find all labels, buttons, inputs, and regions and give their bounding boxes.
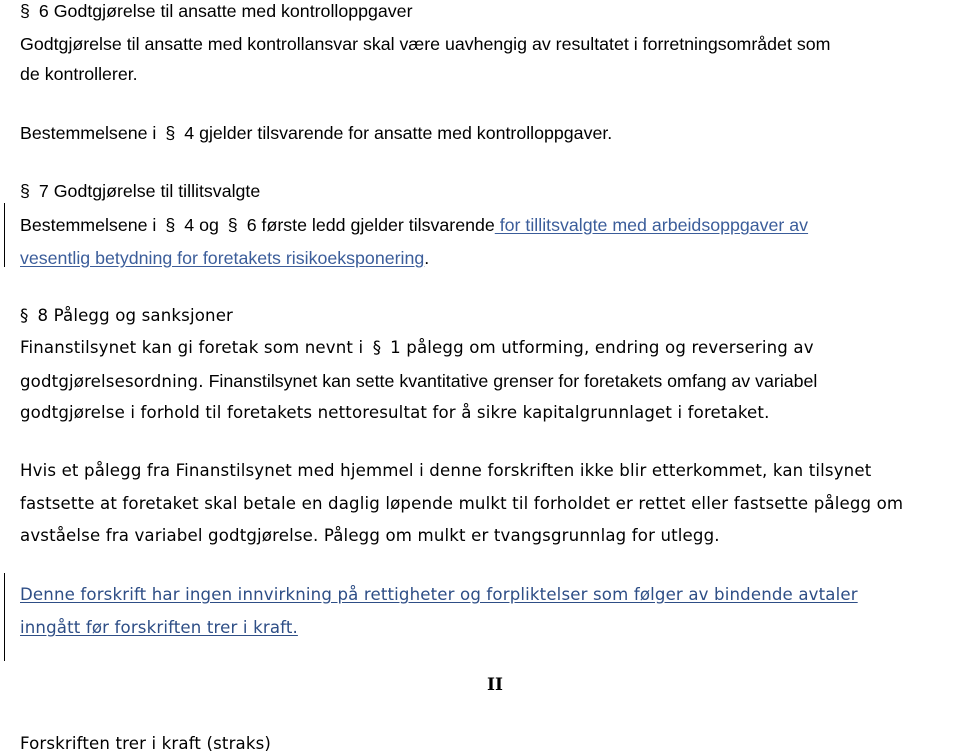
change-bar <box>4 573 5 661</box>
section-6-paragraph-2 <box>20 121 612 145</box>
inserted-text: inngått før forskriften trer i kraft. <box>20 618 298 637</box>
text-run: Finanstilsynet kan sette kvantitative grenser for foretakets omfang av variabel <box>203 371 818 391</box>
section-8-p2-line-1: Hvis et pålegg fra Finanstilsynet med hjemmel i denne forskriften ikke blir etterkommet, kan tilsynet <box>20 461 872 480</box>
section-sign: § <box>20 181 30 201</box>
section-sign: § <box>165 215 176 235</box>
text-run: Bestemmelsene i <box>20 123 157 143</box>
part-ii-heading: II <box>487 675 503 695</box>
text-run: Bestemmelsene i <box>20 215 157 235</box>
section-8-title: 8 Pålegg og sanksjoner <box>37 306 234 325</box>
section-8-p1-line-2 <box>20 369 817 394</box>
change-bar <box>4 203 5 267</box>
section-8-p2-line-3: avståelse fra variabel godtgjørelse. Pålegg om mulkt er tvangsgrunnlag for utlegg. <box>20 526 720 545</box>
text-run: 4 gjelder tilsvarende for ansatte med kontrolloppgaver. <box>184 123 613 143</box>
section-8-p3-line-2 <box>20 616 298 640</box>
section-7-line-2 <box>20 246 429 270</box>
section-7-line-1 <box>20 213 808 237</box>
section-sign: § <box>20 306 29 325</box>
section-sign: § <box>165 123 176 143</box>
section-6-paragraph-line-2: de kontrollerer. <box>20 64 138 84</box>
inserted-text: Denne forskrift har ingen innvirkning på rettigheter og forpliktelser som følger av bindende avtaler <box>20 585 858 604</box>
text-run: 4 og <box>184 215 219 235</box>
section-8-p1-line-3: godtgjørelse i forhold til foretakets nettoresultat for å sikre kapitalgrunnlaget i foretaket. <box>20 403 770 422</box>
section-8-p1-line-1 <box>20 336 814 360</box>
section-8-heading <box>20 304 233 328</box>
section-6-heading <box>20 0 413 23</box>
section-7-heading <box>20 179 260 203</box>
text-run: . <box>424 248 430 268</box>
section-6-title: 6 Godtgjørelse til ansatte med kontrolloppgaver <box>38 1 413 21</box>
text-run: 1 pålegg om utforming, endring og reversering av <box>390 338 814 357</box>
text-run: Finanstilsynet kan gi foretak som nevnt i <box>20 338 364 357</box>
section-sign: § <box>20 1 30 21</box>
section-7-title: 7 Godtgjørelse til tillitsvalgte <box>38 181 261 201</box>
inserted-text: vesentlig betydning for foretakets risikoeksponering <box>20 248 425 268</box>
text-run: godtgjørelsesordning. <box>20 372 204 391</box>
text-run: 6 første ledd gjelder tilsvarende <box>246 215 495 235</box>
section-8-p2-line-2: fastsette at foretaket skal betale en daglig løpende mulkt til forholdet er rettet eller fastsette pålegg om <box>20 494 904 513</box>
section-6-paragraph-line-1: Godtgjørelse til ansatte med kontrollansvar skal være uavhengig av resultatet i forretningsområdet som <box>20 34 831 54</box>
section-sign: § <box>227 215 238 235</box>
section-sign: § <box>372 338 382 357</box>
part-ii-text: Forskriften trer i kraft (straks) <box>20 734 272 753</box>
inserted-text: for tillitsvalgte med arbeidsoppgaver av <box>494 215 809 235</box>
section-8-p3-line-1 <box>20 583 858 607</box>
